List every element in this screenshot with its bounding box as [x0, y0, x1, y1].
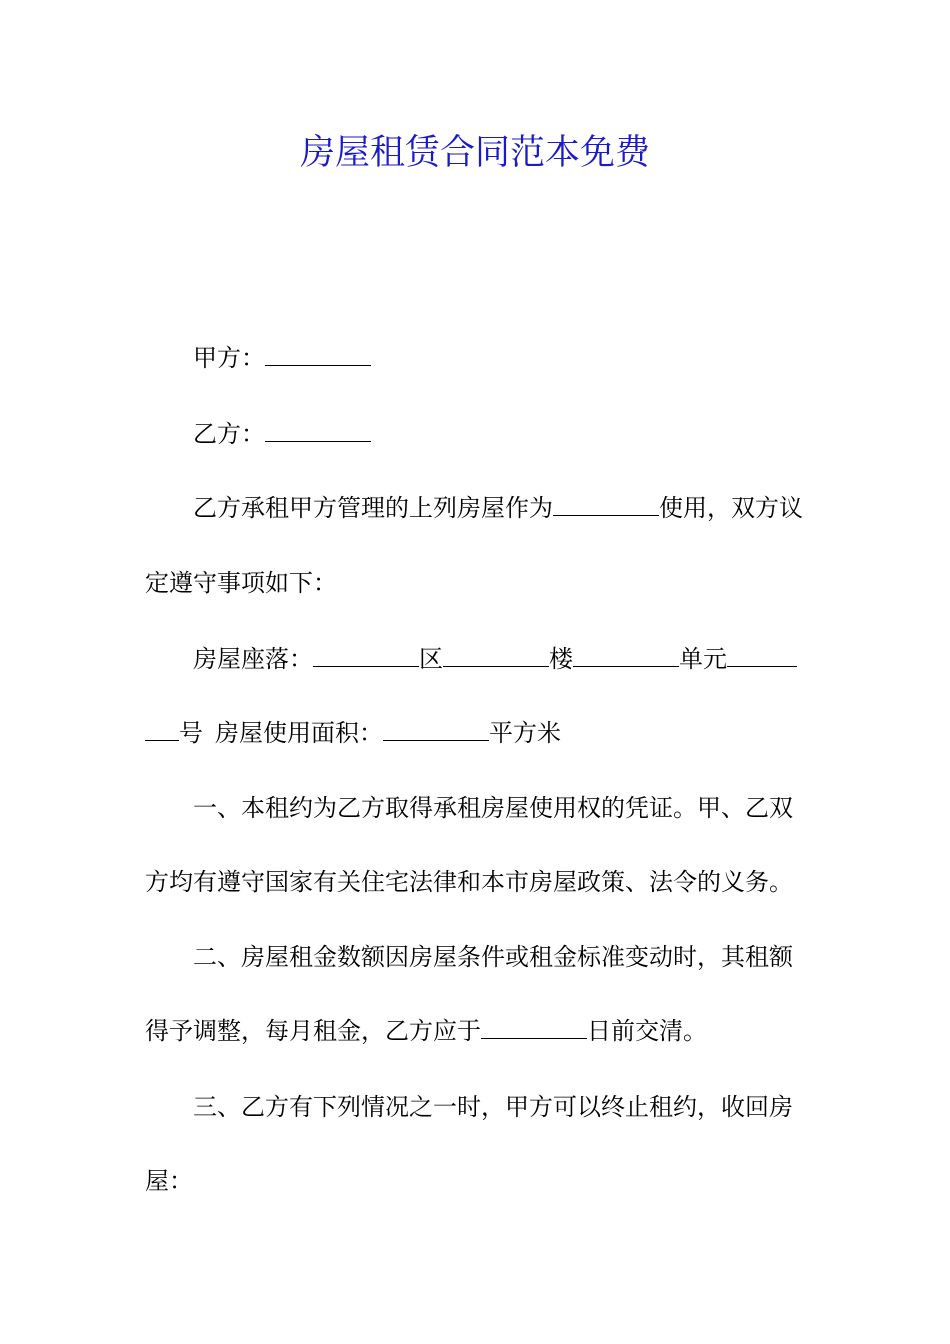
number-blank-part1: [727, 646, 797, 667]
party-a-line: [193, 342, 810, 374]
building-label: 楼: [549, 645, 573, 673]
clause-2-text-3: 日前交清。: [587, 1017, 707, 1045]
clause-2-text-1: 二、房屋租金数额因房屋条件或租金标准变动时，其租额: [193, 943, 793, 971]
clause-2-line-2: [145, 1015, 810, 1047]
district-label: 区: [419, 645, 443, 673]
number-label: 号: [179, 719, 203, 747]
clause-1-line-2: [145, 866, 810, 898]
intro-line-2: [145, 567, 810, 599]
clause-2-text-2: 得予调整，每月租金，乙方应于: [145, 1017, 481, 1045]
party-b-blank: [265, 421, 371, 442]
party-a-blank: [265, 345, 371, 366]
district-blank: [313, 646, 419, 667]
intro-line-1: [193, 492, 810, 524]
clause-3-text-1: 三、乙方有下列情况之一时，甲方可以终止租约，收回房: [193, 1093, 793, 1121]
clause-1-line-1: [193, 792, 810, 824]
party-a-label: 甲方：: [193, 344, 265, 372]
payment-day-blank: [481, 1018, 587, 1039]
clause-2-line-1: [193, 941, 810, 973]
intro-text-2: 使用，双方议: [659, 494, 803, 522]
area-blank: [383, 720, 489, 741]
clause-1-text-1: 一、本租约为乙方取得承租房屋使用权的凭证。甲、乙双: [193, 794, 793, 822]
address-label: 房屋座落：: [193, 645, 313, 673]
area-line: [145, 717, 810, 749]
party-b-label: 乙方：: [193, 420, 265, 448]
party-b-line: [193, 418, 810, 450]
area-unit: 平方米: [489, 719, 561, 747]
address-line: [193, 643, 810, 675]
clause-3-line-2: [145, 1165, 810, 1197]
intro-text-3: 定遵守事项如下：: [145, 569, 337, 597]
area-label: 房屋使用面积：: [215, 719, 383, 747]
clause-3-text-2: 屋：: [145, 1167, 193, 1195]
unit-blank: [573, 646, 679, 667]
building-blank: [443, 646, 549, 667]
number-blank-part2: [145, 720, 179, 741]
clause-1-text-2: 方均有遵守国家有关住宅法律和本市房屋政策、法令的义务。: [145, 868, 793, 896]
intro-text-1: 乙方承租甲方管理的上列房屋作为: [193, 494, 553, 522]
clause-3-line-1: [193, 1091, 810, 1123]
document-title: 房屋租赁合同范本免费: [299, 133, 650, 173]
unit-label: 单元: [679, 645, 727, 673]
usage-blank: [553, 495, 659, 516]
